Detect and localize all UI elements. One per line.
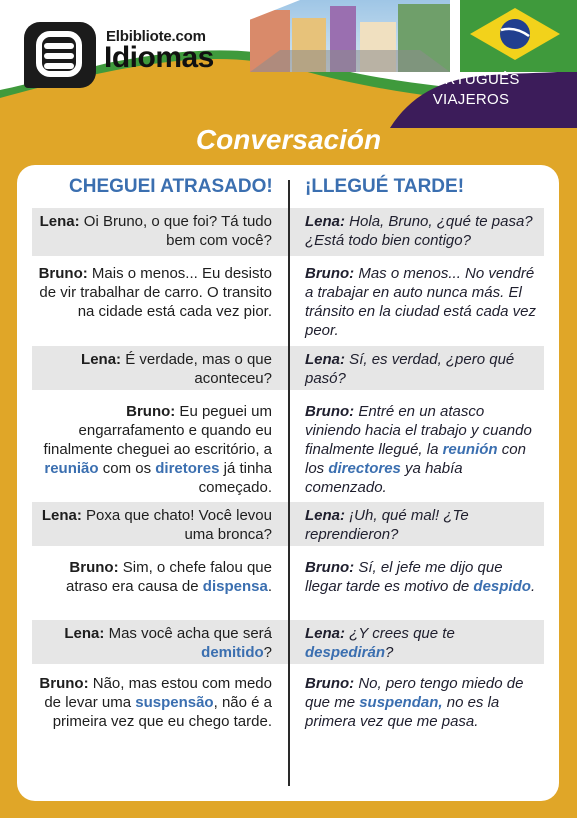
vocabulary-highlight: diretores <box>155 460 220 477</box>
dialogue-text: , não é a primeira vez que eu chego tarde. <box>52 694 272 730</box>
dialogue-line-spanish <box>305 402 541 497</box>
badge-topic: VIAJEROS <box>432 91 510 108</box>
dialogue-text: con los <box>305 441 526 477</box>
vocabulary-highlight: despedirán <box>305 644 386 661</box>
column-header-portuguese: CHEGUEI ATRASADO! <box>69 176 273 197</box>
dialogue-text: ? <box>263 644 272 661</box>
dialogue-text: Hola, Bruno, ¿qué te pasa? ¿Está todo bien contigo? <box>305 213 533 249</box>
speaker-name: Lena: <box>64 625 105 642</box>
column-divider <box>288 180 290 786</box>
vocabulary-highlight: demitido <box>201 644 264 661</box>
dialogue-line-spanish <box>305 212 541 250</box>
speaker-name: Bruno: <box>126 403 176 420</box>
dialogue-text: Entré en un atasco viniendo hacia el trabajo y cuando finalmente llegué, la <box>305 403 532 458</box>
dialogue-text: Sí, es verdad, ¿pero qué pasó? <box>305 351 515 387</box>
speaker-name: Bruno: <box>38 265 88 282</box>
dialogue-line-spanish <box>305 624 541 662</box>
dialogue-text: já tinha começado. <box>198 460 272 496</box>
vocabulary-highlight: directores <box>328 460 401 477</box>
dialogue-text: Não, mas estou com medo de levar uma <box>44 675 272 711</box>
dialogue-line-portuguese <box>38 402 272 497</box>
speaker-name: Bruno: <box>305 559 355 576</box>
dialogue-text: Sí, el jefe me dijo que llegar tarde es motivo de <box>305 559 503 595</box>
dialogue-text: Poxa que chato! Você levou uma bronca? <box>81 507 272 543</box>
dialogue-text: Mais o menos... Eu desisto de vir trabalhar de carro. O transito na cidade está cada vez pior. <box>39 265 272 320</box>
speaker-name: Lena: <box>305 213 346 230</box>
speaker-name: Lena: <box>305 351 346 368</box>
speaker-name: Lena: <box>41 507 82 524</box>
speaker-name: Lena: <box>305 625 346 642</box>
dialogue-text: Sim, o chefe falou que atraso era causa de <box>66 559 272 595</box>
badge-language: PORTUGUÉS <box>422 71 520 88</box>
dialogue-text: É verdade, mas o que aconteceu? <box>121 351 272 387</box>
dialogue-text: . <box>267 578 272 595</box>
dialogue-text: ? <box>385 644 394 661</box>
dialogue-line-portuguese <box>38 212 272 250</box>
vocabulary-highlight: dispensa <box>202 578 268 595</box>
column-header-spanish: ¡LLEGUÉ TARDE! <box>305 176 465 197</box>
speaker-name: Lena: <box>81 351 122 368</box>
dialogue-line-spanish <box>305 558 541 596</box>
vocabulary-highlight: despido <box>473 578 531 595</box>
logo-icon <box>24 22 96 88</box>
logo-site-name: Elbibliote.com <box>106 28 206 45</box>
dialogue-text: no es la primera vez que me pasa. <box>305 694 500 730</box>
vocabulary-highlight: reunião <box>44 460 99 477</box>
dialogue-text: Mas você acha que será <box>104 625 272 642</box>
vocabulary-highlight: suspendan, <box>359 694 443 711</box>
speaker-name: Bruno: <box>305 675 355 692</box>
dialogue-text: Eu peguei um engarrafamento e quando eu finalmente cheguei ao escritório, a <box>43 403 272 458</box>
dialogue-text: ¿Y crees que te <box>345 625 455 642</box>
category-badge <box>396 70 546 118</box>
dialogue-line-spanish <box>305 506 541 544</box>
dialogue-text: ya había comenzado. <box>305 460 463 496</box>
dialogue-line-portuguese <box>38 558 272 596</box>
speaker-name: Lena: <box>39 213 80 230</box>
dialogue-text: Oi Bruno, o que foi? Tá tudo bem com você? <box>79 213 272 249</box>
dialogue-line-portuguese <box>38 506 272 544</box>
speaker-name: Bruno: <box>305 265 355 282</box>
vocabulary-highlight: suspensão <box>135 694 214 711</box>
dialogue-line-portuguese <box>38 350 272 388</box>
dialogue-text: No, pero tengo miedo de que me <box>305 675 524 711</box>
dialogue-line-spanish <box>305 674 541 731</box>
dialogue-line-portuguese <box>38 624 272 662</box>
dialogue-line-spanish <box>305 264 541 340</box>
page-title: Conversación <box>195 124 382 155</box>
dialogue-text: com os <box>98 460 156 477</box>
vocabulary-highlight: reunión <box>442 441 498 458</box>
speaker-name: Bruno: <box>69 559 119 576</box>
dialogue-text: Mas o menos... No vendré a trabajar en auto nunca más. El tránsito en la ciudad está cada vez peor. <box>305 265 536 339</box>
dialogue-text: . <box>530 578 536 595</box>
header <box>0 0 577 128</box>
dialogue-line-portuguese <box>38 264 272 321</box>
brazil-flag-icon <box>460 0 577 72</box>
logo-title: Idiomas <box>104 41 214 74</box>
speaker-name: Bruno: <box>39 675 89 692</box>
dialogue-line-spanish <box>305 350 541 388</box>
dialogue-text: ¡Uh, qué mal! ¿Te reprendieron? <box>305 507 469 543</box>
speaker-name: Lena: <box>305 507 346 524</box>
speaker-name: Bruno: <box>305 403 355 420</box>
dialogue-line-portuguese <box>38 674 272 731</box>
